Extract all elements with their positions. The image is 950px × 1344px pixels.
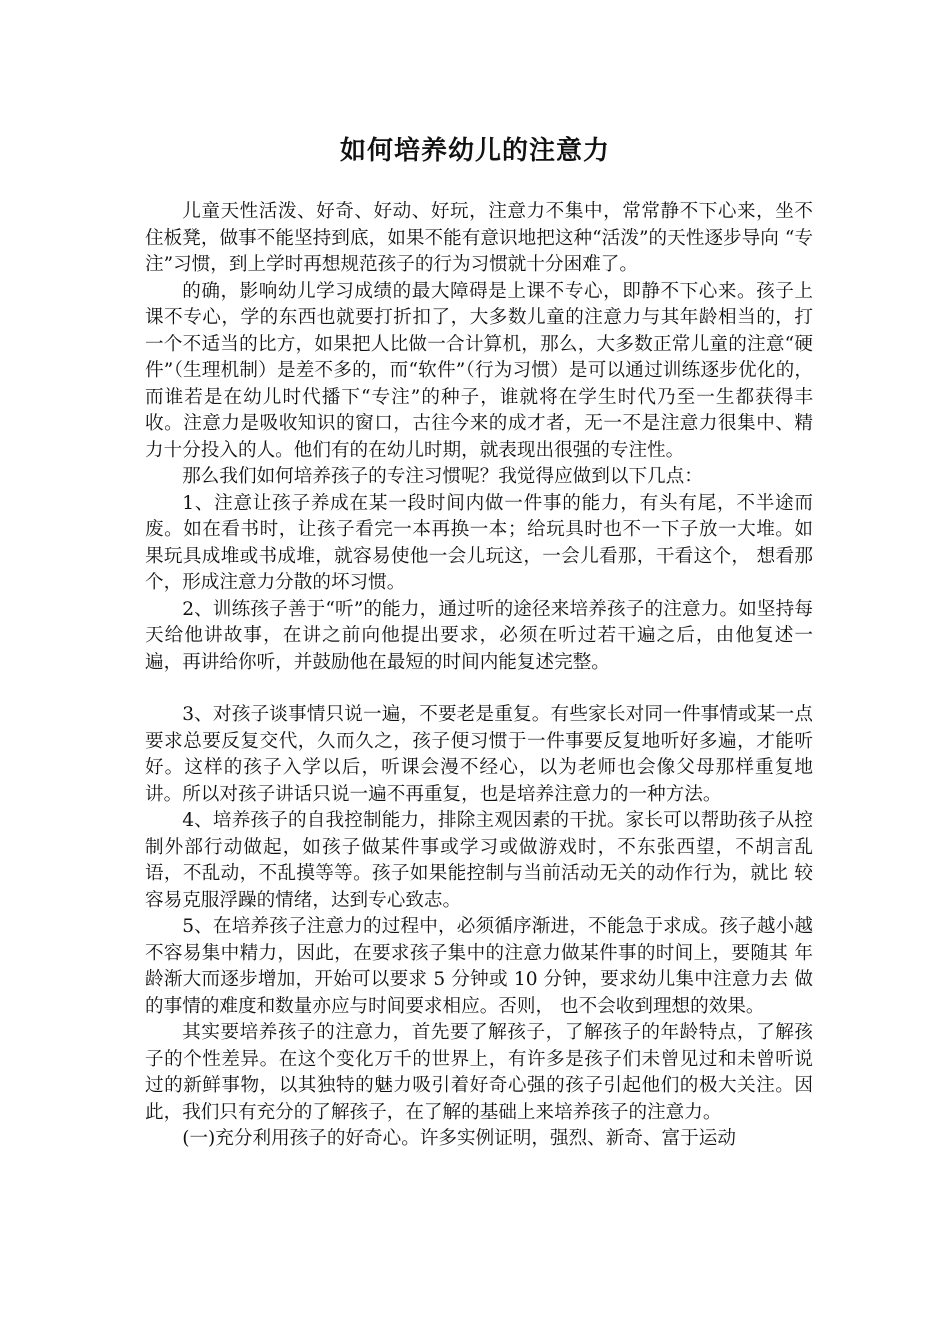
paragraph-understand-child: 其实要培养孩子的注意力，首先要了解孩子，了解孩子的年龄特点，了解孩子的个性差异。在这个变化万千的世界上，有许多是孩子们未曾见过和未曾听说过的新鲜事物，以其独特的魅力吸引着好奇心强的孩子引起他们的极大关注。因此，我们只有充分的了解孩子，在了解的基础上来培养孩子的注意力。 bbox=[145, 1022, 813, 1123]
document-title: 如何培养幼儿的注意力 bbox=[339, 136, 610, 166]
document-body bbox=[145, 199, 813, 1153]
paragraph-point-4: 4、培养孩子的自我控制能力，排除主观因素的干扰。家长可以帮助孩子从控制外部行动做起，如孩子做某件事或学习或做游戏时，不东张西望，不胡言乱 语，不乱动，不乱摸等等。孩子如果能控制与当前活动无关的动作行为，就比 较容易克服浮躁的情绪，达到专心致志。 bbox=[145, 810, 813, 911]
paragraph-point-5: 5、在培养孩子注意力的过程中，必须循序渐进，不能急于求成。孩子越小越不容易集中精力，因此，在要求孩子集中的注意力做某件事的时间上，要随其 年龄渐大而逐步增加，开始可以要求 5 分钟或 10 分钟，要求幼儿集中注意力去 做的事情的难度和数量亦应与时间要求相应。否则， 也不会收到理想的效果。 bbox=[145, 916, 813, 1017]
paragraph-question: 那么我们如何培养孩子的专注习惯呢？我觉得应做到以下几点： bbox=[182, 466, 703, 487]
paragraph-point-2: 2、训练孩子善于“听”的能力，通过听的途径来培养孩子的注意力。如坚持每天给他讲故事，在讲之前向他提出要求，必须在听过若干遍之后，由他复述一遍，再讲给你听，并鼓励他在最短的时间内能复述完整。 bbox=[145, 598, 813, 673]
paragraph-point-1: 1、注意让孩子养成在某一段时间内做一件事的能力，有头有尾，不半途而废。如在看书时，让孩子看完一本再换一本；给玩具时也不一下子放一大堆。如果玩具成堆或书成堆，就容易使他一会儿玩这，一会儿看那，干看这个， 想看那个，形成注意力分散的坏习惯。 bbox=[145, 492, 813, 593]
paragraph-point-3: 3、对孩子谈事情只说一遍，不要老是重复。有些家长对同一件事情或某一点要求总要反复交代，久而久之，孩子便习惯于一件事要反复地听好多遍，才能听好。这样的孩子入学以后，听课会漫不经心，以为老师也会像父母那样重复地讲。所以对孩子讲话只说一遍不再重复，也是培养注意力的一种方法。 bbox=[145, 704, 813, 805]
paragraph-intro: 儿童天性活泼、好奇、好动、好玩，注意力不集中，常常静不下心来，坐不住板凳，做事不能坚持到底，如果不能有意识地把这种“活泼”的天性逐步导向 “专注”习惯，到上学时再想规范孩子的行为习惯就十分困难了。 bbox=[145, 201, 813, 275]
paragraph-curiosity: (一)充分利用孩子的好奇心。许多实例证明，强烈、新奇、富于运动 bbox=[182, 1128, 736, 1149]
paragraph-obstacle: 的确，影响幼儿学习成绩的最大障碍是上课不专心，即静不下心来。孩子上课不专心，学的东西也就要打折扣了，大多数儿童的注意力与其年龄相当的，打一个不适当的比方，如果把人比做一合计算机，那么，大多数正常儿童的注意“硬件”（生理机制）是差不多的，而“软件”（行为习惯）是可以通过训练逐步优化的，而谁若是在幼儿时代播下“专注”的种子，谁就将在学生时代乃至一生都获得丰收。注意力是吸收知识的窗口，古往今来的成才者，无一不是注意力很集中、精力十分投入的人。他们有的在幼儿时期，就表现出很强的专注性。 bbox=[145, 280, 813, 461]
